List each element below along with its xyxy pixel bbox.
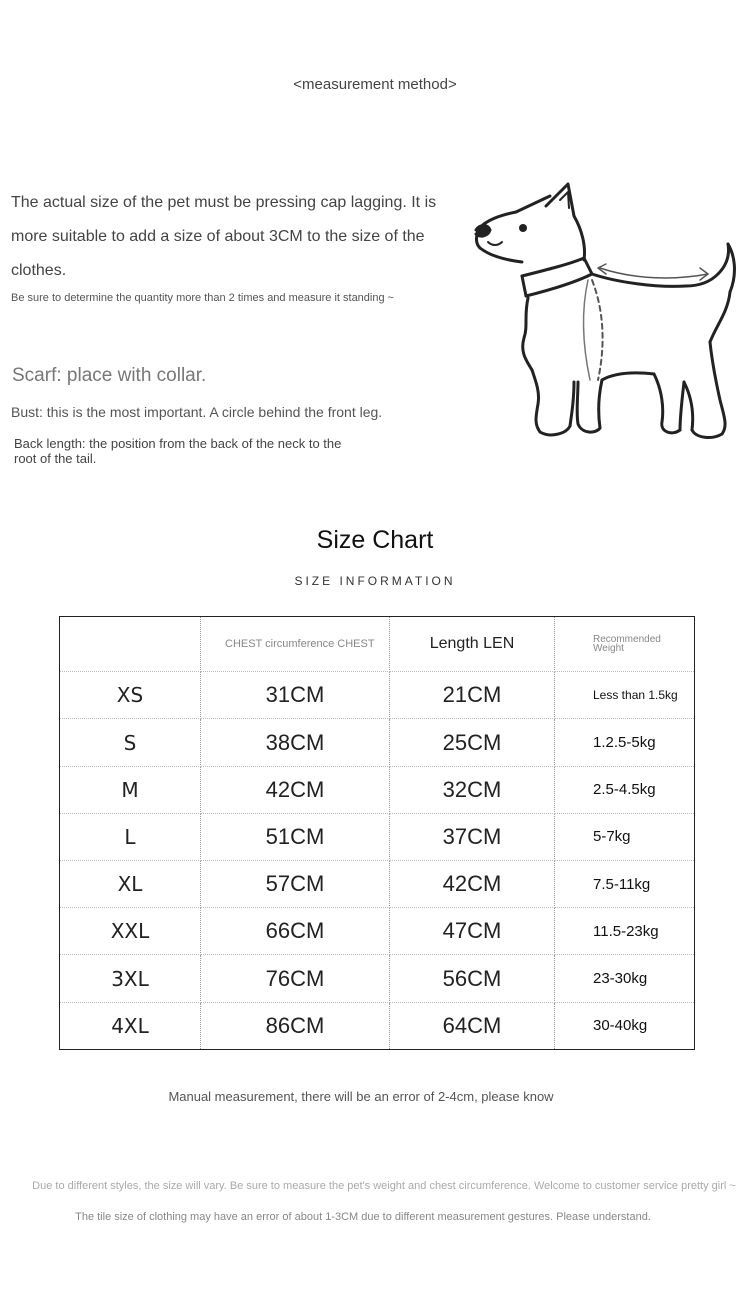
size-cell: XXL [60,908,201,955]
weight-cell: Less than 1.5kg [555,672,695,719]
header-weight: Recommended Weight [555,617,695,672]
table-row [60,719,695,766]
size-cell: M [60,766,201,813]
measure-note: Be sure to determine the quantity more than 2 times and measure it standing ~ [11,292,395,304]
length-cell: 47CM [390,908,555,955]
table-row [60,955,695,1002]
fine-print-styles: Due to different styles, the size will vary. Be sure to measure the pet's weight and chest circumference. Welcome to customer service pretty girl ~ [32,1180,736,1192]
measurement-method-title: <measurement method> [293,76,457,93]
chest-cell: 51CM [201,813,390,860]
size-cell: XL [60,861,201,908]
size-information-subtitle: SIZE INFORMATION [294,574,456,588]
table-header-row [60,617,695,672]
header-length: Length LEN [390,617,555,672]
dog-measurement-illustration [466,176,742,446]
size-cell: S [60,719,201,766]
weight-cell: 2.5-4.5kg [555,766,695,813]
scarf-instruction: Scarf: place with collar. [12,365,207,386]
size-chart-title: Size Chart [316,526,434,554]
weight-cell: 11.5-23kg [555,908,695,955]
table-row [60,672,695,719]
chest-cell: 31CM [201,672,390,719]
intro-text: The actual size of the pet must be pressing cap lagging. It is more suitable to add a size of about 3CM to the size of the clothes. [11,194,437,279]
table-row [60,813,695,860]
manual-measurement-note: Manual measurement, there will be an error of 2-4cm, please know [168,1089,554,1104]
table-row [60,861,695,908]
bust-instruction: Bust: this is the most important. A circle behind the front leg. [11,404,383,420]
chest-cell: 86CM [201,1002,390,1049]
weight-cell: 23-30kg [555,955,695,1002]
size-cell: XS [60,672,201,719]
length-cell: 32CM [390,766,555,813]
length-cell: 25CM [390,719,555,766]
fine-print-tile-size: The tile size of clothing may have an error of about 1-3CM due to different measurement gestures. Please understand. [75,1211,651,1223]
header-chest: CHEST circumference CHEST [201,617,390,672]
size-cell: 3XL [60,955,201,1002]
weight-cell: 5-7kg [555,813,695,860]
chest-cell: 57CM [201,861,390,908]
weight-cell: 1.2.5-5kg [555,719,695,766]
chest-cell: 38CM [201,719,390,766]
chest-cell: 76CM [201,955,390,1002]
length-cell: 64CM [390,1002,555,1049]
length-cell: 37CM [390,813,555,860]
length-cell: 42CM [390,861,555,908]
weight-cell: 7.5-11kg [555,861,695,908]
size-cell: L [60,813,201,860]
table-row [60,908,695,955]
weight-cell: 30-40kg [555,1002,695,1049]
size-table [59,616,695,1050]
chest-cell: 42CM [201,766,390,813]
table-row [60,766,695,813]
length-cell: 21CM [390,672,555,719]
table-row [60,1002,695,1049]
length-cell: 56CM [390,955,555,1002]
back-length-instruction: Back length: the position from the back of the neck to the root of the tail. [14,436,342,466]
header-size [60,617,201,672]
size-cell: 4XL [60,1002,201,1049]
chest-cell: 66CM [201,908,390,955]
